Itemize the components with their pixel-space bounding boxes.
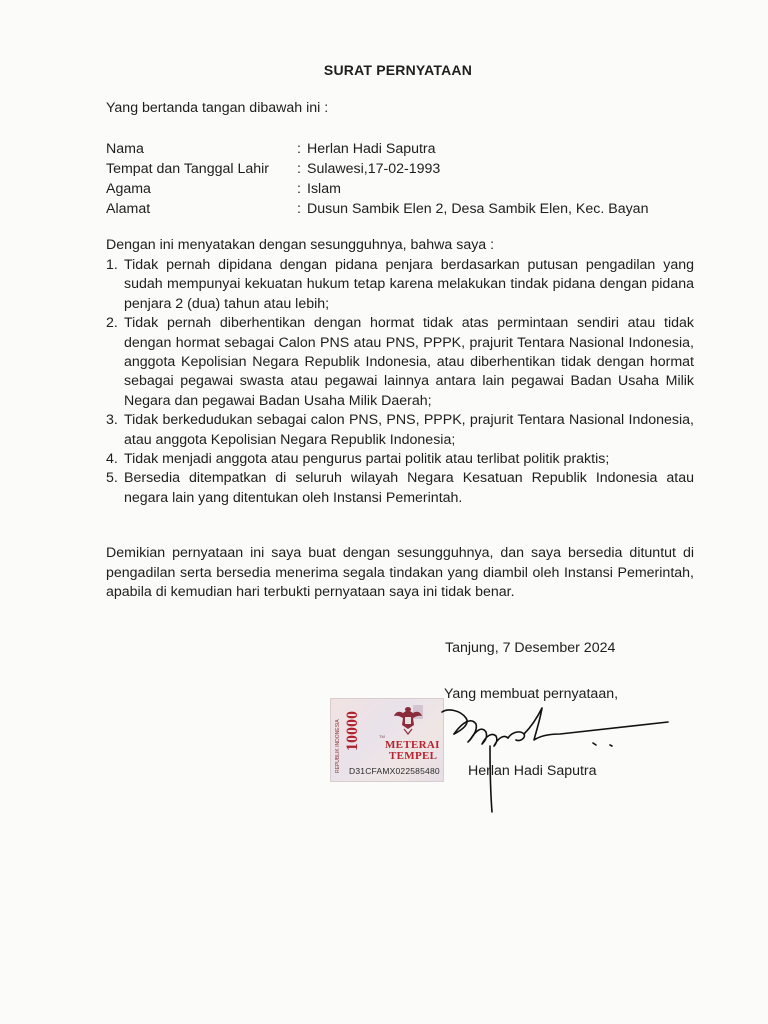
- list-text: Tidak pernah diberhentikan dengan hormat tidak atas permintaan sendiri atau tidak dengan hormat sebagai Calon PNS atau PNS, PPPK, prajurit Tentara Nasional Indonesia, anggota Kepolisian Negara Republik Indonesia, atau diberhentikan tidak dengan hormat sebagai pegawai swasta atau pegawai lainnya antara lain pegawai Badan Usaha Milik Negara dan pegawai Badan Usaha Milik Daerah;: [124, 315, 694, 409]
- statement-text: Dengan ini menyatakan dengan sesungguhnya, bahwa saya :: [106, 237, 495, 253]
- stamp-word-tempel: TEMPEL: [389, 750, 438, 762]
- list-number: 2.: [106, 315, 118, 332]
- list-number: 1.: [106, 257, 118, 273]
- signer-name: Herlan Hadi Saputra: [468, 763, 597, 779]
- handwritten-signature: [420, 690, 680, 820]
- stamp-value: 10000: [344, 711, 361, 751]
- stamp-serial: D31CFAMX022585480: [349, 766, 440, 776]
- identity-value: Sulawesi,17-02-1993: [307, 161, 441, 177]
- list-item: [106, 314, 694, 411]
- identity-value: Dusun Sambik Elen 2, Desa Sambik Elen, Kec. Bayan: [307, 201, 649, 217]
- statement-list: [106, 256, 694, 508]
- stamp-side-text: REPUBLIK INDONESIA: [335, 719, 341, 773]
- maker-label: Yang membuat pernyataan,: [444, 686, 619, 702]
- list-number: 4.: [106, 451, 118, 468]
- list-item: [106, 256, 694, 314]
- identity-value: Islam: [307, 181, 341, 197]
- stamp-trademark: TM: [379, 734, 385, 739]
- place-date: Tanjung, 7 Desember 2024: [445, 640, 616, 656]
- list-text: Tidak pernah dipidana dengan pidana penjara berdasarkan putusan pengadilan yang sudah mempunyai kekuatan hukum tetap karena melakukan tindak pidana dengan pidana penjara 2 (dua) tahun atau lebih;: [124, 257, 694, 312]
- identity-separator: :: [297, 161, 301, 177]
- intro-text: Yang bertanda tangan dibawah ini :: [106, 100, 329, 116]
- identity-label: Agama: [106, 181, 151, 197]
- identity-label: Nama: [106, 141, 144, 157]
- list-number: 5.: [106, 470, 118, 487]
- list-text: Tidak menjadi anggota atau pengurus partai politik atau terlibat politik praktis;: [124, 451, 610, 468]
- list-item: [106, 411, 694, 450]
- list-number: 3.: [106, 412, 118, 429]
- identity-separator: :: [297, 141, 301, 157]
- list-text: Tidak berkedudukan sebagai calon PNS, PNS, PPPK, prajurit Tentara Nasional Indonesia, atau anggota Kepolisian Negara Republik Indonesia;: [124, 412, 694, 448]
- identity-label: Tempat dan Tanggal Lahir: [106, 161, 270, 177]
- stamp-word-meterai: METERAI: [385, 739, 440, 751]
- list-item: [106, 450, 694, 469]
- identity-label: Alamat: [106, 201, 151, 217]
- list-text: Bersedia ditempatkan di seluruh wilayah Negara Kesatuan Republik Indonesia atau negara lain yang ditentukan oleh Instansi Pemerintah.: [124, 470, 694, 506]
- list-item: [106, 469, 694, 508]
- identity-separator: :: [297, 181, 301, 197]
- closing-paragraph: Demikian pernyataan ini saya buat dengan sesungguhnya, dan saya bersedia dituntut di pengadilan serta bersedia menerima segala tindakan yang diambil oleh Instansi Pemerintah, apabila di kemudian hari terbukti pernyataan saya ini tidak benar.: [106, 545, 694, 601]
- identity-value: Herlan Hadi Saputra: [307, 141, 436, 157]
- identity-separator: :: [297, 201, 301, 217]
- document-title: SURAT PERNYATAAN: [323, 62, 473, 78]
